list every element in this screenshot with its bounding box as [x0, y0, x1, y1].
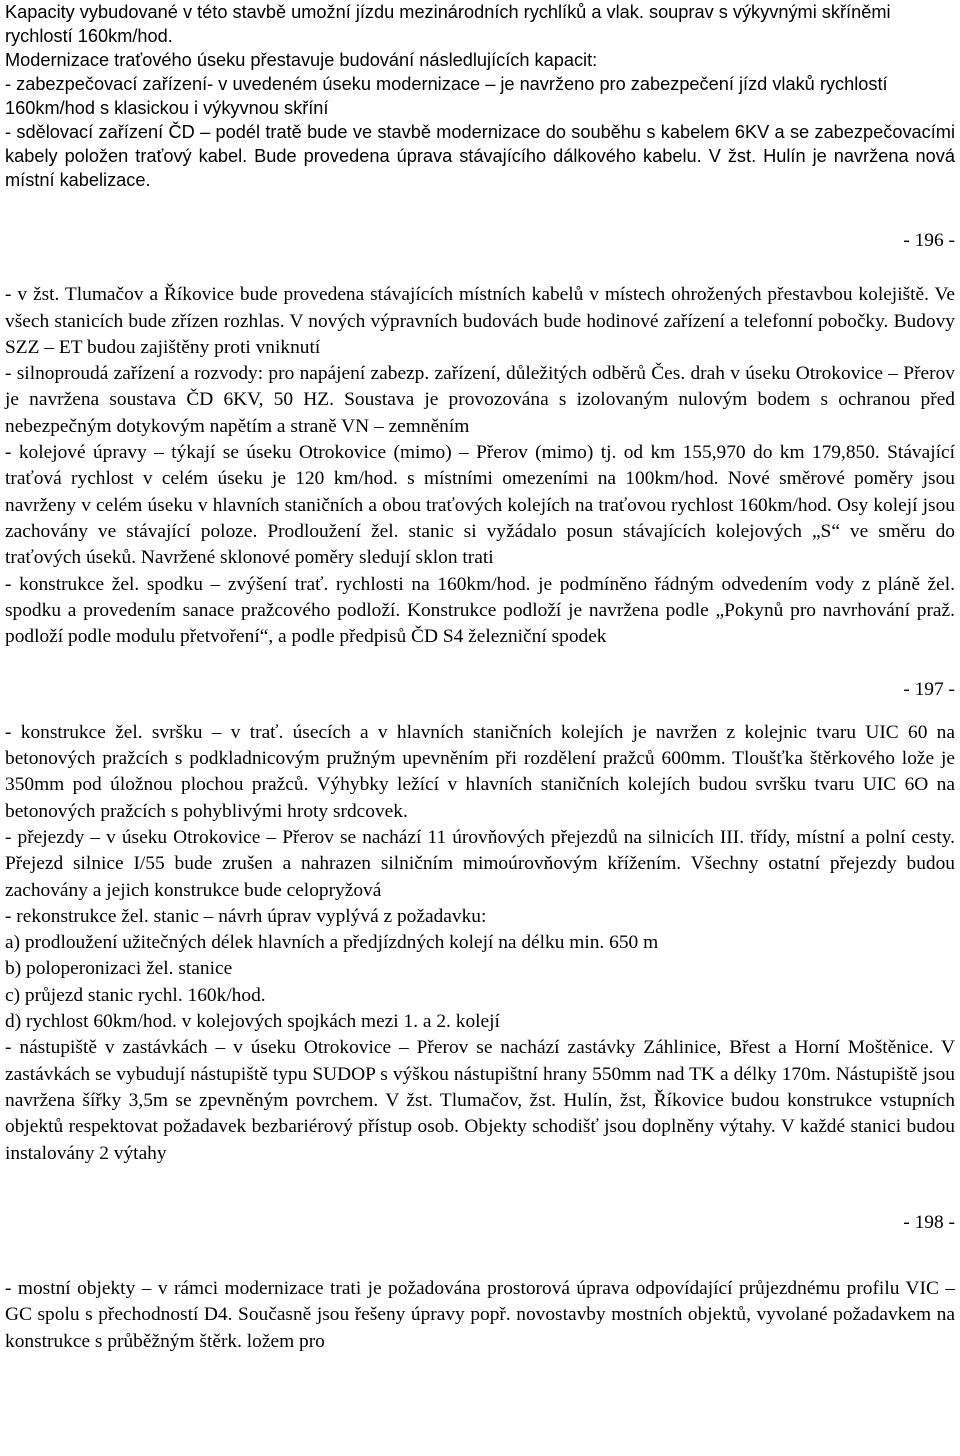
paragraph-station-reconstruction: - rekonstrukce žel. stanic – návrh úprav vyplývá z požadavku: — [5, 905, 487, 927]
list-item-c: c) průjezd stanic rychl. 160k/hod. — [5, 984, 266, 1006]
list-item-d: d) rychlost 60km/hod. v kolejových spojkách mezi 1. a 2. kolejí — [5, 1011, 500, 1033]
paragraph-local-cables: - v žst. Tlumačov a Říkovice bude provedena stávajících místních kabelů v místech ohrožených přestavbou kolejiště. Ve všech stanicích bude zřízen rozhlas. V nových výpravních budovách bude hodinové zařízení a telefonní pobočky. Budovy SZZ – ET budou zajištěny proti vniknutí — [5, 284, 955, 358]
paragraph-level-crossings: - přejezdy – v úseku Otrokovice – Přerov se nachází 11 úrovňových přejezdů na silnicích III. třídy, místní a polní cesty. Přejezd silnice I/55 bude zrušen a nahrazen silničním mimoúrovňovým křížením. Všechny ostatní přejezdy budou zachovány a jejich konstrukce bude celopryžová — [5, 826, 955, 901]
page-number-196: - 196 - — [903, 230, 955, 251]
paragraph-communication-equipment: - sdělovací zařízení ČD – podél tratě bude ve stavbě modernizace do souběhu s kabelem 6KV a se zabezpečovacími kabely položen traťový kabel. Bude provedena úprava stávajícího dálkového kabelu. V žst. Hulín je navržena nová místní kabelizace. — [5, 122, 955, 190]
list-item-a: a) prodloužení užitečných délek hlavních a předjízdných kolejí na délku min. 650 m — [5, 932, 659, 954]
paragraph-modernization-heading: Modernizace traťového úseku přestavuje budování následlujících kapacit: — [5, 50, 598, 70]
paragraph-bridge-structures: - mostní objekty – v rámci modernizace trati je požadována prostorová úprava odpovídající průjezdnému profilu VIC – GC spolu s přechodností D4. Současně jsou řešeny úpravy popř. novostavby mostních objektů, vyvolané požadavkem na konstrukce s průběžným štěrk. ložem pro — [5, 1278, 955, 1352]
paragraph-substructure: - konstrukce žel. spodku – zvýšení trať. rychlosti na 160km/hod. je podmíněno řádným odvedením vody z pláně žel. spodku a provedením sanace pražcového podloží. Konstrukce podloží je navržena podle „Pokynů pro navrhování praž. podloží podle modulu přetvoření“, a podle předpisů ČD S4 železniční spodek — [5, 573, 955, 648]
paragraph-capacity-intro: Kapacity vybudované v této stavbě umožní jízdu mezinárodních rychlíků a vlak. souprav s výkyvnými skříněmi rychlostí 160km/hod. — [5, 2, 891, 46]
paragraph-power-equipment: - silnoproudá zařízení a rozvody: pro napájení zabezp. zařízení, důležitých odběrů Čes. drah v úseku Otrokovice – Přerov je navržena soustava ČD 6KV, 50 HZ. Soustava je provozována s izolovaným nulovým bodem s ochranou před nebezpečným dotykovým napětím a straně VN – zemněním — [5, 363, 955, 437]
page-number-198: - 198 - — [903, 1211, 955, 1233]
section-page-197 — [5, 720, 955, 1167]
list-item-b: b) poloperonizaci žel. stanice — [5, 958, 233, 980]
section-technical-capacities — [5, 0, 955, 192]
section-page-198 — [5, 1276, 955, 1355]
paragraph-track-adjustments: - kolejové úpravy – týkají se úseku Otrokovice (mimo) – Přerov (mimo) tj. od km 155,970 do km 179,850. Stávající traťová rychlost v celém úseku je 120 km/hod. s místními omezeními na 100km/hod. Nové směrové poměry jsou navrženy v celém úseku v hlavních staničních a obou traťových kolejích na traťovou rychlost 160km/hod. Osy kolejí jsou zachovány ve stávající poloze. Prodloužení žel. stanic si vyžádalo posun stávajících kolejových „S“ ve směru do traťových úseků. Navržené sklonové poměry sledují sklon trati — [5, 442, 955, 569]
paragraph-safety-equipment: - zabezpečovací zařízení- v uvedeném úseku modernizace – je navrženo pro zabezpečení jízd vlaků rychlostí 160km/hod s klasickou i výkyvnou skříní — [5, 74, 888, 118]
section-page-196 — [5, 282, 955, 650]
page-number-197: - 197 - — [903, 679, 955, 701]
paragraph-superstructure: - konstrukce žel. svršku – v trať. úsecích a v hlavních staničních kolejích je navržen z kolejnic tvaru UIC 60 na betonových pražcích s podkladnicovým pružným upevněním při rozdělení pražců 600mm. Tloušťka štěrkového lože je 350mm pod úložnou plochou pražců. Výhybky ležící v hlavních staničních kolejích budou svršku tvaru UIC 6O na betonových pražcích s pohyblivými hroty srdcovek. — [5, 721, 955, 822]
paragraph-platforms: - nástupiště v zastávkách – v úseku Otrokovice – Přerov se nachází zastávky Záhlinice, Břest a Horní Moštěnice. V zastávkách se vybudují nástupiště typu SUDOP s výškou nástupištní hrany 550mm nad TK a délky 170m. Nástupiště jsou navržena šířky 3,5m se zpevněným povrchem. V žst. Tlumačov, žst. Hulín, žst, Říkovice budou konstrukce vstupních objektů respektovat požadavek bezbariérový přístup osob. Objekty schodišť jsou doplněny výtahy. V každé stanici budou instalovány 2 výtahy — [5, 1037, 955, 1164]
document-page — [5, 0, 955, 1355]
